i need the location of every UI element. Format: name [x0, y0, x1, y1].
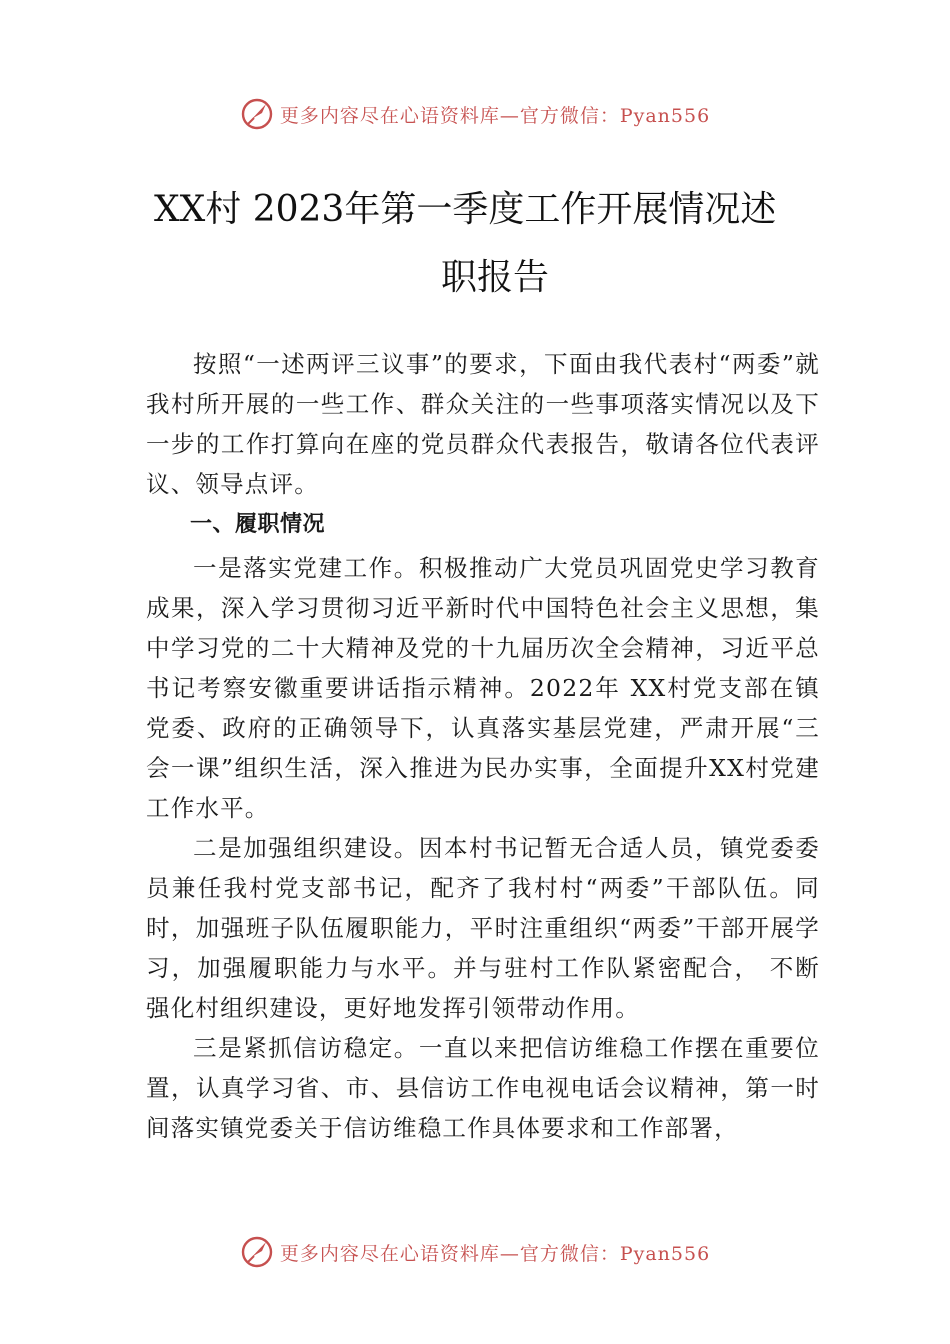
quill-logo-icon — [240, 1235, 274, 1269]
paragraph-organization: 二是加强组织建设。因本村书记暂无合适人员，镇党委委员兼任我村党支部书记，配齐了我村村“两委”干部队伍。同时，加强班子队伍履职能力，平时注重组织“两委”干部开展学习，加强履职能力与水平。并与驻村工作队紧密配合， 不断强化村组织建设，更好地发挥引领带动作用。 — [146, 834, 820, 1022]
document-title — [140, 180, 830, 308]
watermark-text-top: 更多内容尽在心语资料库—官方微信：Pyan556 — [279, 104, 711, 127]
paragraph-party-building: 一是落实党建工作。积极推动广大党员巩固党史学习教育成果，深入学习贯彻习近平新时代中国特色社会主义思想，集中学习党的二十大精神及党的十九届历次全会精神，习近平总书记考察安徽重要讲话指示精神。2022年 XX村党支部在镇党委、政府的正确领导下，认真落实基层党建，严肃开展“三会一课”组织生活，深入推进为民办实事，全面提升XX村党建工作水平。 — [146, 554, 820, 822]
watermark-banner-top — [0, 94, 950, 134]
quill-logo-icon — [240, 97, 274, 131]
title-line-1: XX村 2023年第一季度工作开展情况述 — [154, 189, 777, 230]
watermark-text-bottom: 更多内容尽在心语资料库—官方微信：Pyan556 — [279, 1242, 711, 1265]
paragraph-petition-stability: 三是紧抓信访稳定。一直以来把信访维稳工作摆在重要位置，认真学习省、市、县信访工作电视电话会议精神，第一时间落实镇党委关于信访维稳工作具体要求和工作部署， — [146, 1034, 820, 1142]
title-line-2: 职报告 — [441, 257, 550, 298]
document-body — [146, 344, 820, 1148]
watermark-banner-bottom — [0, 1232, 950, 1272]
intro-paragraph: 按照“一述两评三议事”的要求，下面由我代表村“两委”就我村所开展的一些工作、群众关注的一些事项落实情况以及下一步的工作打算向在座的党员群众代表报告，敬请各位代表评议、领导点评。 — [146, 350, 820, 498]
section-heading: 一、履职情况 — [190, 512, 326, 537]
